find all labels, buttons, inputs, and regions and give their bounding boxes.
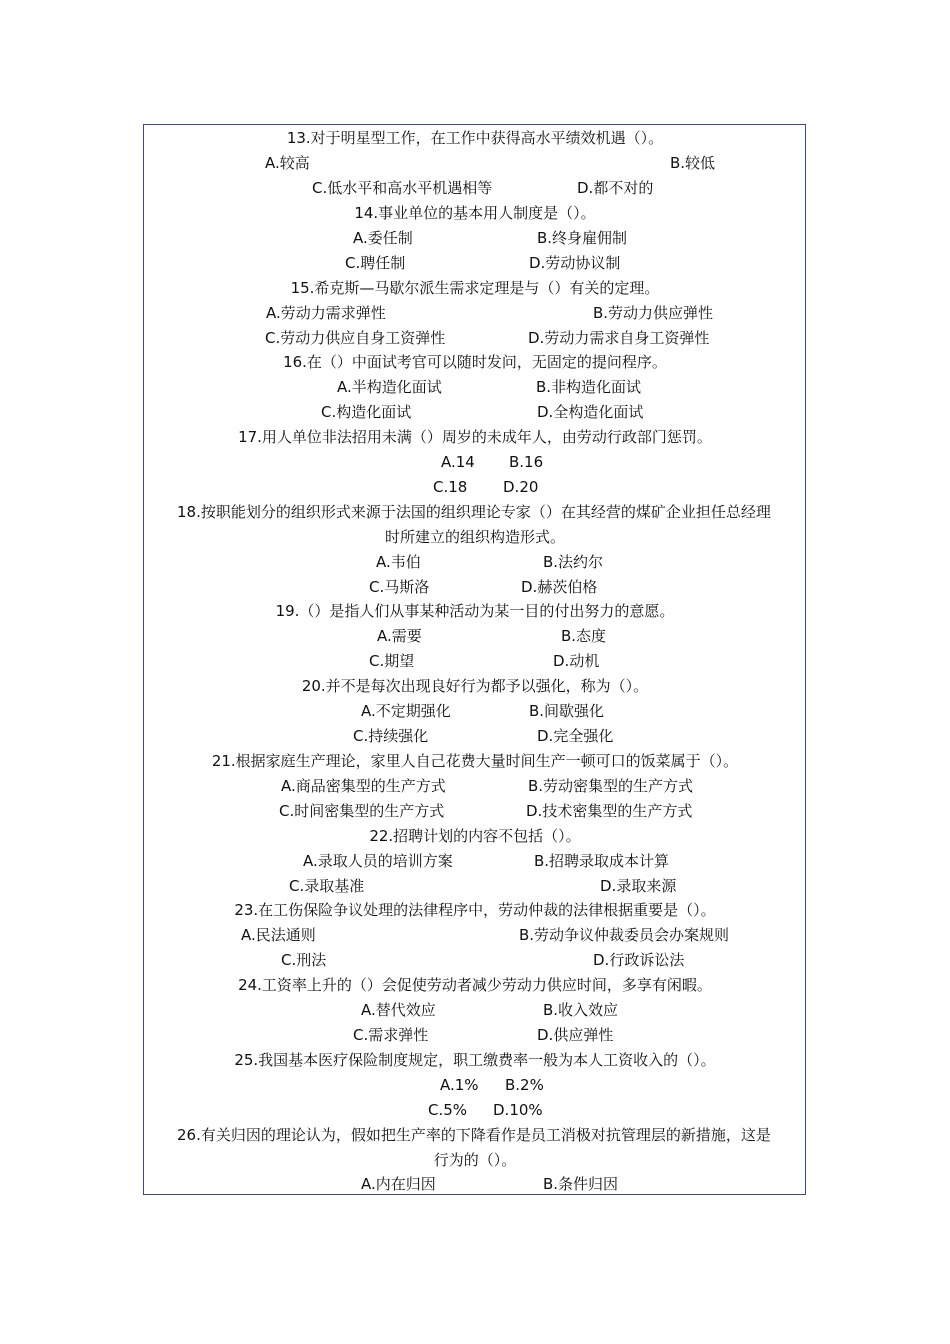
q18-option-d: D.赫茨伯格 [521, 578, 598, 596]
q17-option-a: A.14 [441, 453, 475, 471]
q15-option-c: C.劳动力供应自身工资弹性 [265, 329, 446, 347]
question-18-stem-continued: 时所建立的组织构造形式。 [384, 528, 565, 546]
q16-option-c: C.构造化面试 [321, 403, 412, 421]
question-17-stem: 17.用人单位非法招用未满（）周岁的未成年人，由劳动行政部门惩罚。 [238, 428, 712, 446]
question-24-stem: 24.工资率上升的（）会促使劳动者减少劳动力供应时间，多享有闲暇。 [238, 976, 712, 994]
q20-option-c: C.持续强化 [353, 727, 429, 745]
q16-option-d: D.全构造化面试 [537, 403, 644, 421]
q24-option-a: A.替代效应 [361, 1001, 436, 1019]
q19-option-c: C.期望 [369, 652, 415, 670]
q25-option-a: A.1% [440, 1076, 479, 1094]
q24-option-c: C.需求弹性 [353, 1026, 429, 1044]
q14-option-c: C.聘任制 [345, 254, 406, 272]
q20-option-b: B.间歇强化 [529, 702, 605, 720]
q17-option-c: C.18 [433, 478, 468, 496]
question-15-stem: 15.希克斯—马歇尔派生需求定理是与（）有关的定理。 [290, 279, 660, 297]
q13-option-a: A.较高 [265, 154, 310, 172]
q19-option-a: A.需要 [377, 627, 422, 645]
q23-option-a: A.民法通则 [241, 926, 316, 944]
question-22-stem: 22.招聘计划的内容不包括（）。 [369, 827, 581, 845]
q21-option-d: D.技术密集型的生产方式 [526, 802, 693, 820]
question-14-stem: 14.事业单位的基本用人制度是（）。 [354, 204, 596, 222]
question-16-stem: 16.在（）中面试考官可以随时发问，无固定的提问程序。 [283, 353, 667, 371]
q22-option-b: B.招聘录取成本计算 [534, 852, 670, 870]
question-21-stem: 21.根据家庭生产理论，家里人自己花费大量时间生产一顿可口的饭菜属于（）。 [211, 752, 739, 770]
q22-option-a: A.录取人员的培训方案 [303, 852, 453, 870]
q23-option-d: D.行政诉讼法 [593, 951, 685, 969]
q16-option-b: B.非构造化面试 [536, 378, 642, 396]
q21-option-b: B.劳动密集型的生产方式 [528, 777, 694, 795]
q26-option-a: A.内在归因 [361, 1175, 436, 1193]
q21-option-c: C.时间密集型的生产方式 [279, 802, 445, 820]
q13-option-b: B.较低 [670, 154, 716, 172]
q23-option-b: B.劳动争议仲裁委员会办案规则 [519, 926, 730, 944]
q13-option-c: C.低水平和高水平机遇相等 [312, 179, 493, 197]
q13-option-d: D.都不对的 [577, 179, 654, 197]
question-26-stem: 26.有关归因的理论认为，假如把生产率的下降看作是员工消极对抗管理层的新措施，这是 [177, 1126, 771, 1144]
q15-option-d: D.劳动力需求自身工资弹性 [528, 329, 710, 347]
q25-option-b: B.2% [505, 1076, 544, 1094]
q18-option-a: A.韦伯 [376, 553, 421, 571]
q14-option-d: D.劳动协议制 [529, 254, 621, 272]
q20-option-a: A.不定期强化 [361, 702, 451, 720]
question-25-stem: 25.我国基本医疗保险制度规定，职工缴费率一般为本人工资收入的（）。 [234, 1051, 716, 1069]
q18-option-b: B.法约尔 [543, 553, 604, 571]
q24-option-d: D.供应弹性 [537, 1026, 614, 1044]
q21-option-a: A.商品密集型的生产方式 [281, 777, 446, 795]
q23-option-c: C.刑法 [281, 951, 327, 969]
question-18-stem: 18.按职能划分的组织形式来源于法国的组织理论专家（）在其经营的煤矿企业担任总经理 [177, 503, 771, 521]
question-20-stem: 20.并不是每次出现良好行为都予以强化，称为（）。 [301, 677, 649, 695]
q25-option-c: C.5% [428, 1101, 468, 1119]
q16-option-a: A.半构造化面试 [337, 378, 442, 396]
question-23-stem: 23.在工伤保险争议处理的法律程序中，劳动仲裁的法律根据重要是（）。 [234, 901, 716, 919]
question-26-stem-continued: 行为的（）。 [433, 1151, 517, 1169]
q17-option-b: B.16 [509, 453, 544, 471]
q22-option-c: C.录取基准 [289, 877, 365, 895]
question-13-stem: 13.对于明星型工作，在工作中获得高水平绩效机遇（）。 [286, 129, 664, 147]
q17-option-d: D.20 [503, 478, 539, 496]
q15-option-b: B.劳动力供应弹性 [593, 304, 714, 322]
q18-option-c: C.马斯洛 [369, 578, 430, 596]
q26-option-b: B.条件归因 [543, 1175, 619, 1193]
q19-option-b: B.态度 [561, 627, 607, 645]
q24-option-b: B.收入效应 [543, 1001, 619, 1019]
question-19-stem: 19.（）是指人们从事某种活动为某一目的付出努力的意愿。 [275, 602, 675, 620]
q15-option-a: A.劳动力需求弹性 [266, 304, 386, 322]
q20-option-d: D.完全强化 [537, 727, 614, 745]
q25-option-d: D.10% [493, 1101, 543, 1119]
q14-option-a: A.委任制 [353, 229, 413, 247]
q22-option-d: D.录取来源 [600, 877, 677, 895]
q19-option-d: D.动机 [553, 652, 600, 670]
q14-option-b: B.终身雇佣制 [537, 229, 628, 247]
